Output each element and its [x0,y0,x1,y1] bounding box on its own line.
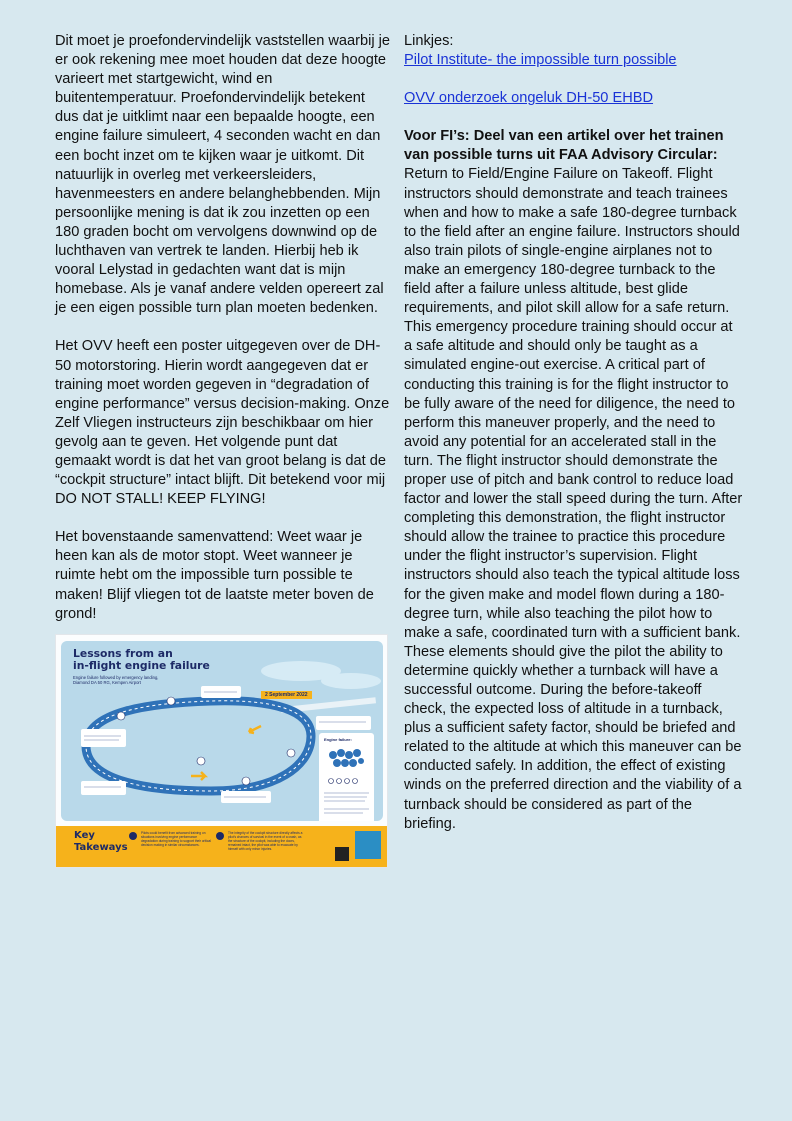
plane-icon [216,832,224,840]
plane-icon [129,832,137,840]
link-ovv-investigation[interactable]: OVV onderzoek ongeluk DH-50 EHBD [404,90,654,107]
right-column [404,32,744,834]
link-pilot-institute[interactable]: Pilot Institute- the impossible turn possible [404,52,677,69]
paragraph-altitude-test: Dit moet je proefondervindelijk vaststellen waarbij je er ook rekening mee moet houden dat deze hoogte varieert met startgewicht, wind en buitentemperatuur. Proefondervindelijk betekent dus dat je uitklimt naar een bepaalde hoogte, een engine failure simuleert, 4 seconden wacht en dan een bocht inzet om te kijken waar je uitkomt. Dit natuurlijk in overleg met verkeersleiders, havenmeesters en andere belanghebbenden. Mijn persoonlijke mening is dat ik zou inzetten op een 180 graden bocht om vervolgens downwind op de luchthaven van vertrek te landen. Hierbij heb ik vooral Lelystad in gedachten want dat is mijn homebase. Als je vanaf andere velden opereert zal je een eigen possible turn plan moeten bedenken. [55,33,391,317]
qr-code-icon [335,847,349,861]
key-takeaway-1: Pilots could benefit from advanced training on situations involving engine performance degradation during training to support their critical decision making in similar circumstances. [141,831,211,847]
paragraph-summary: Het bovenstaande samenvattend: Weet waar je heen kan als de motor stopt. Weet wanneer je ruimte hebt om the impossible turn possible te maken! Blijf vliegen tot de laatste meter boven de grond! [55,529,374,622]
poster-date-badge: 2 September 2022 [261,691,312,699]
faa-article-body: Return to Field/Engine Failure on Takeoff. Flight instructors should demonstrate and teach trainees when and how to make a safe 180-degree turnback to the field after an engine failure. Instructors should also train pilots of single-engine airplanes not to make an emergency 180-degree turnback to the field after a failure unless altitude, best glide requirements, and pilot skill allow for a safe return. This emergency procedure training should occur at a safe altitude and should only be taught as a simulated engine-out exercise. A critical part of conducting this training is for the flight instructor to be fully aware of the need for diligence, the need to perform this maneuver properly, and the need to avoid any potential for an accelerated stall in the turn. The flight instructor should demonstrate the proper use of pitch and bank control to reduce load factor and lower the stall speed during the turn. After completing this demonstration, the flight instructor should allow the trainee to practice this procedure under the flight instructor’s supervision. Flight instructors should also teach the typical altitude loss for the given make and model flown during a 180-degree turn, while also teaching the pilot how to make a safe, coordinated turn with a sufficient bank. These elements should give the pilot the ability to determine quickly whether a turnback will have a successful outcome. During the before-takeoff check, the expected loss of altitude in a turnback, plus a sufficient safety factor, should be briefed and related to the altitude at which this maneuver can be conducted safely. In addition, the effect of existing winds on the preferred direction and the viability of a turnback should be considered as part of the briefing. [404,166,743,832]
ovv-poster-image [55,634,388,868]
poster-title: Lessons from an in-flight engine failure [73,647,210,672]
paragraph-ovv-poster: Het OVV heeft een poster uitgegeven over de DH-50 motorstoring. Hierin wordt aangegeven dat er training moet worden gegeven in “degradation of engine performance” versus decision-making. Onze Zelf Vliegen instructeurs zijn beschikbaar om hier gevolg aan te geven. Het volgende punt dat gemaakt wordt is dat het van groot belang is dat de “cockpit structure” intact blijft. Dit betekend voor mij DO NOT STALL! KEEP FLYING! [55,338,390,508]
engine-failure-graphic [319,733,374,821]
faa-heading: Voor FI’s: Deel van een artikel over het trainen van possible turns uit FAA Advisory Circular: [404,128,724,164]
poster-main-panel [61,641,383,821]
key-takeaways-title: Key Takeways [74,830,128,853]
links-label: Linkjes: [404,33,454,49]
left-column [55,32,390,624]
ovv-logo [355,831,381,859]
poster-engine-failure-box: Engine failure: [319,733,374,821]
key-takeaway-2: The integrity of the cockpit structure directly affects a pilot's chances of survival in the event of a crash, as the structure of the cockpit, including the doors, remained intact, the pilot was able to evacuate by himself with only minor injuries. [228,831,303,851]
poster-subtitle: Engine failure followed by emergency landing, Diamond DA 50 RG, Kempen Airport [73,675,159,685]
